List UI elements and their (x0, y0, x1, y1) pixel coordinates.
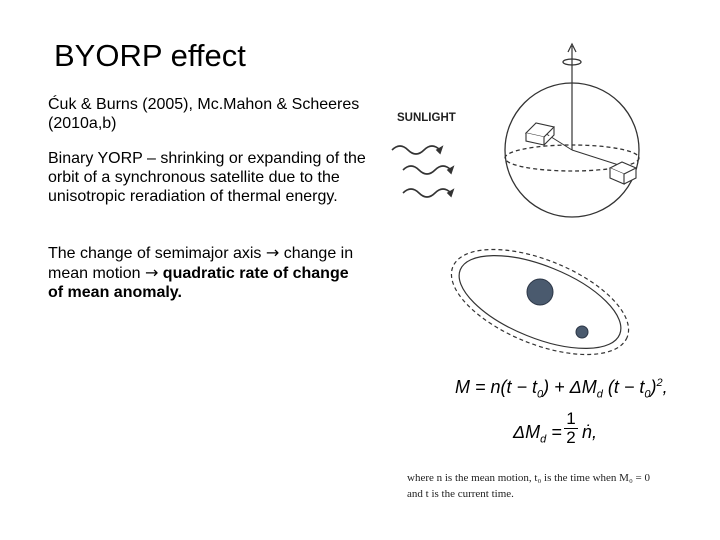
slide-title: BYORP effect (54, 38, 246, 73)
references-paragraph: Ćuk & Burns (2005), Mc.Mahon & Scheeres (2010a,b) (48, 96, 360, 132)
fraction-numerator: 1 (566, 409, 576, 428)
right-arrow-icon: → (144, 263, 159, 282)
asteroid-sphere (505, 44, 639, 217)
delta-m-equation-rhs: ṅ, (582, 422, 598, 442)
sunlight-label: SUNLIGHT (397, 112, 456, 124)
equation-subscript: 0 (644, 388, 651, 401)
sunlight-rays-icon (392, 146, 453, 197)
equation-text: ) + ΔM (543, 377, 597, 397)
equation-subscript: d (596, 388, 603, 401)
right-arrow-icon: → (265, 243, 280, 262)
paragraph-text: change in mean motion (48, 245, 354, 282)
secondary-body (576, 326, 588, 338)
equation-text: , (662, 377, 668, 397)
equation-text: ΔM (513, 422, 541, 442)
equation-text: (t − t (602, 377, 645, 397)
delta-m-equation-lhs (513, 422, 562, 446)
surface-facet-icon (526, 123, 554, 145)
mean-anomaly-equation (455, 377, 668, 401)
equation-exponent: 2 (656, 377, 663, 389)
where-caption-line: where n is the mean motion, t₀ is the time when M₀ = 0 (407, 472, 650, 484)
primary-body (527, 279, 553, 305)
fraction-denominator: 2 (564, 428, 578, 447)
equation-subscript: 0 (537, 388, 544, 401)
paragraph-text: The change of semimajor axis (48, 245, 266, 262)
equation-text: = (546, 422, 562, 442)
one-half-fraction (564, 410, 578, 447)
equation-text: M (455, 377, 470, 397)
byorp-definition-paragraph: Binary YORP – shrinking or expanding of the orbit of a synchronous satellite due to the unisotropic reradiation of thermal energy. (48, 150, 366, 205)
emphasis-text: quadratic rate of change of mean anomaly. (48, 265, 349, 301)
equation-text: = n(t − t (470, 377, 538, 397)
equation-text: ) (650, 377, 657, 397)
equation-subscript: d (540, 433, 547, 446)
where-caption-line: and t is the current time. (407, 488, 514, 500)
